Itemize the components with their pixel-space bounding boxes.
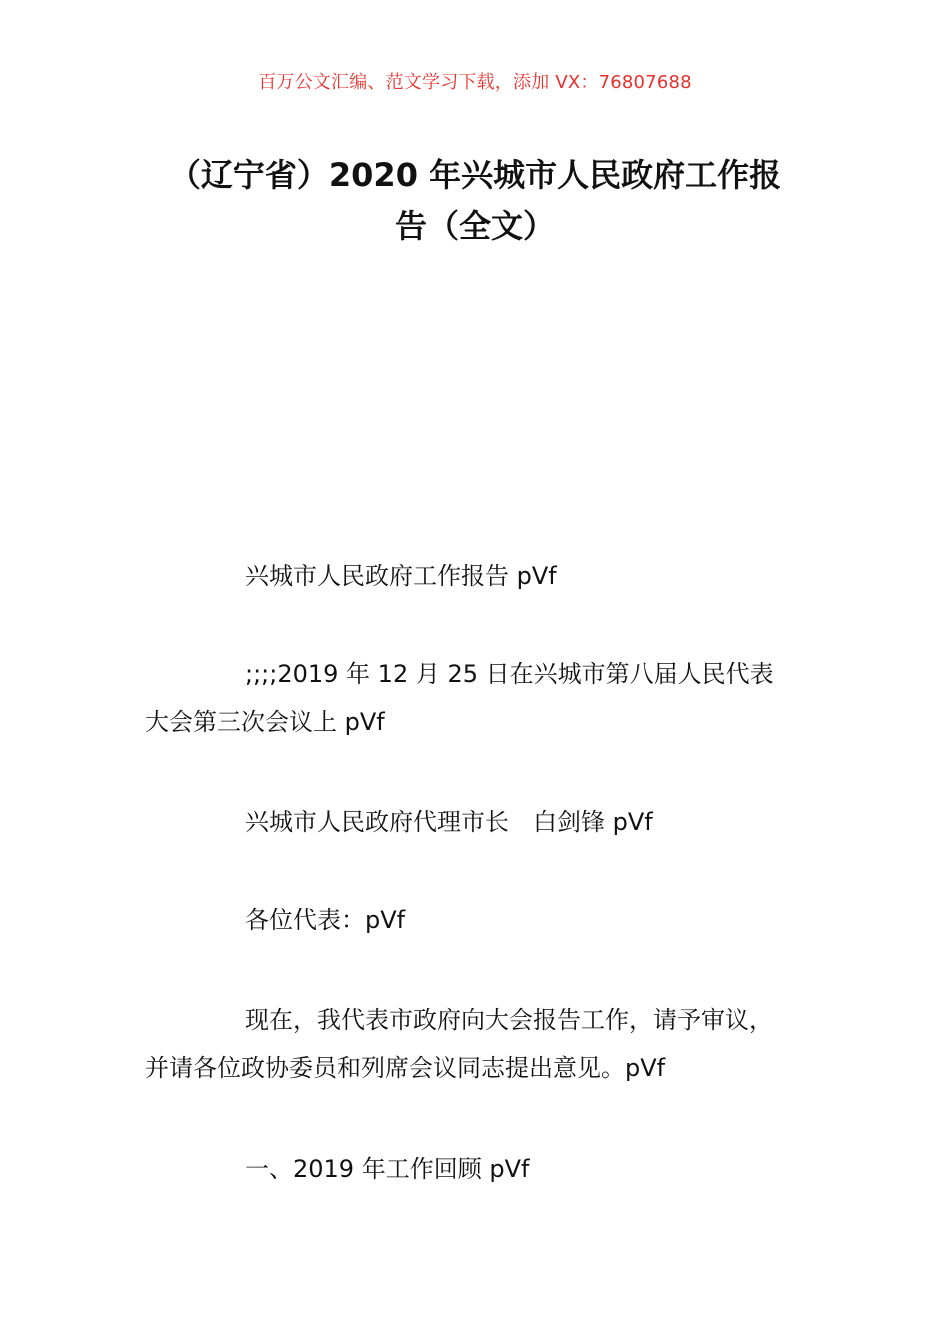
paragraph-report-name <box>145 552 835 600</box>
paragraph-line <box>145 650 835 698</box>
paragraph-text: 兴城市人民政府工作报告 pVf <box>245 562 557 590</box>
paragraph-text: 各位代表：pVf <box>245 906 406 934</box>
paragraph-line <box>145 996 835 1044</box>
paragraph-speaker <box>145 798 835 846</box>
paragraph-line: 并请各位政协委员和列席会议同志提出意见。pVf <box>145 1054 666 1082</box>
document-title-line-1: （辽宁省）2020 年兴城市人民政府工作报 <box>168 156 782 194</box>
paragraph-opening <box>145 996 835 1092</box>
paragraph-line: 大会第三次会议上 pVf <box>145 708 385 736</box>
paragraph-text: 现在，我代表市政府向大会报告工作，请予审议， <box>245 1006 773 1034</box>
paragraph-text: ;;;;2019 年 12 月 25 日在兴城市第八届人民代表 <box>245 660 774 688</box>
header-watermark-note: 百万公文汇编、范文学习下载，添加 VX：76807688 <box>258 72 692 93</box>
section-heading-review <box>145 1145 835 1193</box>
document-title-line-2: 告（全文） <box>394 207 555 245</box>
paragraph-greeting <box>145 896 835 944</box>
section-heading-text: 一、2019 年工作回顾 pVf <box>245 1155 530 1183</box>
paragraph-meeting-date <box>145 650 835 746</box>
paragraph-text: 兴城市人民政府代理市长 白剑锋 pVf <box>245 808 653 836</box>
